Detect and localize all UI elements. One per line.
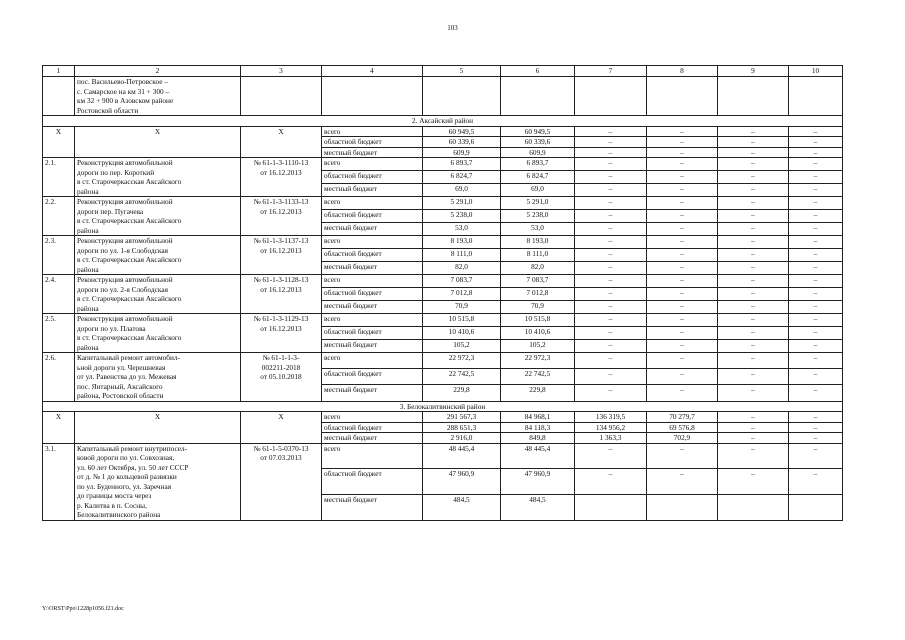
funding-source-cell: местный бюджет: [322, 340, 423, 353]
amount-cell: –: [789, 443, 843, 469]
amount-cell: –: [718, 353, 789, 369]
empty-cell: [241, 77, 322, 116]
amount-cell: 10 410,6: [423, 327, 501, 340]
amount-cell: 5 291,0: [423, 197, 501, 210]
amount-cell: –: [575, 126, 647, 137]
amount-cell: –: [789, 197, 843, 210]
amount-cell: –: [789, 262, 843, 275]
budget-table: [42, 65, 843, 521]
amount-cell: 69 576,8: [647, 422, 718, 433]
amount-cell: [575, 494, 647, 520]
amount-cell: 82,0: [501, 262, 575, 275]
amount-cell: –: [789, 412, 843, 423]
amount-cell: 2 916,0: [423, 433, 501, 444]
amount-cell: –: [789, 340, 843, 353]
amount-cell: 10 515,8: [501, 314, 575, 327]
amount-cell: –: [718, 210, 789, 223]
amount-cell: 484,5: [423, 494, 501, 520]
amount-cell: –: [647, 327, 718, 340]
column-header: 10: [789, 66, 843, 77]
document-cell: Х: [241, 412, 322, 444]
amount-cell: –: [647, 137, 718, 148]
amount-cell: –: [575, 327, 647, 340]
funding-source-cell: областной бюджет: [322, 369, 423, 385]
amount-cell: 10 515,8: [423, 314, 501, 327]
amount-cell: 7 012,8: [501, 288, 575, 301]
object-name-cell: Капитальный ремонт автомобил- ьной дороги ул. Черешневая от ул. Равенства до ул. Межевая пос. Янтарный, Аксайского района, Ростовской области: [75, 353, 241, 402]
amount-cell: –: [575, 236, 647, 249]
document-cell: № 61-1-3-1137-13 от 16.12.2013: [241, 236, 322, 275]
empty-cell: [322, 77, 423, 116]
funding-source-cell: всего: [322, 412, 423, 423]
column-header: 2: [75, 66, 241, 77]
amount-cell: –: [647, 369, 718, 385]
object-name-cell: Реконструкция автомобильной дороги по ул. 2-я Слободская в ст. Старочеркасская Аксайского района: [75, 275, 241, 314]
amount-cell: –: [575, 385, 647, 401]
amount-cell: –: [647, 223, 718, 236]
amount-cell: 47 960,9: [423, 469, 501, 495]
amount-cell: –: [647, 301, 718, 314]
amount-cell: 1 363,3: [575, 433, 647, 444]
amount-cell: 6 824,7: [423, 171, 501, 184]
item-number-cell: 2.2.: [43, 197, 75, 236]
column-header: 1: [43, 66, 75, 77]
amount-cell: 484,5: [501, 494, 575, 520]
column-header: 9: [718, 66, 789, 77]
empty-cell: [718, 77, 789, 116]
column-header: 4: [322, 66, 423, 77]
amount-cell: 136 319,5: [575, 412, 647, 423]
document-cell: Х: [241, 126, 322, 158]
object-name-cell: Реконструкция автомобильной дороги по ул. 1-я Слободская в ст. Старочеркасская Аксайского района: [75, 236, 241, 275]
amount-cell: –: [718, 249, 789, 262]
column-header: 3: [241, 66, 322, 77]
amount-cell: –: [789, 210, 843, 223]
amount-cell: 288 651,3: [423, 422, 501, 433]
amount-cell: 6 893,7: [423, 158, 501, 171]
amount-cell: –: [789, 353, 843, 369]
amount-cell: –: [575, 314, 647, 327]
amount-cell: 22 972,3: [501, 353, 575, 369]
funding-source-cell: всего: [322, 197, 423, 210]
amount-cell: 5 238,0: [501, 210, 575, 223]
amount-cell: 70,9: [423, 301, 501, 314]
amount-cell: –: [575, 301, 647, 314]
item-row: [43, 314, 843, 327]
amount-cell: –: [647, 443, 718, 469]
amount-cell: 702,9: [647, 433, 718, 444]
amount-cell: 84 968,1: [501, 412, 575, 423]
object-name-cell: Реконструкция автомобильной дороги пер. Пугачева в ст. Старочеркасская Аксайского района: [75, 197, 241, 236]
amount-cell: –: [718, 275, 789, 288]
amount-cell: –: [789, 223, 843, 236]
document-cell: № 61-1-3-1133-13 от 16.12.2013: [241, 197, 322, 236]
amount-cell: –: [789, 171, 843, 184]
amount-cell: 134 956,2: [575, 422, 647, 433]
amount-cell: –: [718, 443, 789, 469]
object-name-cell: Капитальный ремонт внутрипосел- ковой дороги по ул. Совхозная, ул. 60 лет Октября, ул. 50 лет СССР от д. № 1 до кольцевой развязки по ул. Буденного, ул. Заречная до границы моста через р. Калитва в п. Сосны, Белокалитвинского района: [75, 443, 241, 520]
amount-cell: 609,9: [501, 147, 575, 158]
column-header: 8: [647, 66, 718, 77]
funding-source-cell: областной бюджет: [322, 288, 423, 301]
amount-cell: –: [575, 197, 647, 210]
amount-cell: 8 193,0: [501, 236, 575, 249]
item-row: [43, 197, 843, 210]
item-number-cell: 2.5.: [43, 314, 75, 353]
empty-cell: [789, 77, 843, 116]
amount-cell: 5 291,0: [501, 197, 575, 210]
amount-cell: –: [789, 184, 843, 197]
amount-cell: –: [718, 469, 789, 495]
table-body: [43, 66, 843, 521]
funding-source-cell: местный бюджет: [322, 494, 423, 520]
amount-cell: –: [647, 236, 718, 249]
section-title: 3. Белокалитвинский район: [43, 401, 843, 412]
section-heading-row: [43, 116, 843, 127]
amount-cell: –: [575, 443, 647, 469]
amount-cell: –: [575, 369, 647, 385]
amount-cell: –: [718, 262, 789, 275]
amount-cell: –: [575, 275, 647, 288]
funding-source-cell: местный бюджет: [322, 147, 423, 158]
amount-cell: 105,2: [501, 340, 575, 353]
amount-cell: –: [575, 158, 647, 171]
amount-cell: –: [647, 385, 718, 401]
funding-source-cell: местный бюджет: [322, 262, 423, 275]
funding-source-cell: местный бюджет: [322, 385, 423, 401]
funding-source-cell: всего: [322, 353, 423, 369]
amount-cell: –: [718, 184, 789, 197]
document-cell: № 61-1-3-1129-13 от 16.12.2013: [241, 314, 322, 353]
item-row: [43, 353, 843, 369]
num-cell: Х: [43, 412, 75, 444]
amount-cell: 7 083,7: [501, 275, 575, 288]
funding-source-cell: всего: [322, 275, 423, 288]
empty-cell: [647, 77, 718, 116]
amount-cell: 229,8: [423, 385, 501, 401]
amount-cell: 69,0: [501, 184, 575, 197]
amount-cell: –: [718, 301, 789, 314]
funding-source-cell: всего: [322, 314, 423, 327]
amount-cell: –: [647, 158, 718, 171]
section-title: 2. Аксайский район: [43, 116, 843, 127]
amount-cell: –: [718, 223, 789, 236]
object-name-cell: Реконструкция автомобильной дороги по ул. Платова в ст. Старочеркасская Аксайского района: [75, 314, 241, 353]
amount-cell: –: [647, 469, 718, 495]
empty-cell: [423, 77, 501, 116]
amount-cell: –: [789, 369, 843, 385]
amount-cell: 7 083,7: [423, 275, 501, 288]
amount-cell: –: [718, 369, 789, 385]
amount-cell: –: [789, 327, 843, 340]
amount-cell: 60 339,6: [423, 137, 501, 148]
amount-cell: 7 012,8: [423, 288, 501, 301]
amount-cell: –: [789, 433, 843, 444]
amount-cell: –: [647, 340, 718, 353]
num-cell: Х: [43, 126, 75, 158]
object-name-cell: Х: [75, 126, 241, 158]
column-header: 6: [501, 66, 575, 77]
item-number-cell: 2.3.: [43, 236, 75, 275]
amount-cell: –: [647, 147, 718, 158]
amount-cell: –: [647, 184, 718, 197]
object-name-cell: Х: [75, 412, 241, 444]
amount-cell: 60 949,5: [423, 126, 501, 137]
document-cell: № 61-1-1-3- 002211-2018 от 05.10.2018: [241, 353, 322, 402]
amount-cell: –: [647, 197, 718, 210]
amount-cell: –: [718, 171, 789, 184]
amount-cell: [789, 494, 843, 520]
funding-source-cell: областной бюджет: [322, 327, 423, 340]
amount-cell: 6 824,7: [501, 171, 575, 184]
amount-cell: 53,0: [501, 223, 575, 236]
amount-cell: –: [789, 469, 843, 495]
object-name-cell: Реконструкция автомобильной дороги по пер. Короткий в ст. Старочеркасская Аксайского района: [75, 158, 241, 197]
amount-cell: –: [789, 288, 843, 301]
amount-cell: 70,9: [501, 301, 575, 314]
funding-source-cell: областной бюджет: [322, 422, 423, 433]
amount-cell: –: [647, 126, 718, 137]
amount-cell: –: [718, 236, 789, 249]
funding-source-cell: местный бюджет: [322, 301, 423, 314]
amount-cell: 8 193,0: [423, 236, 501, 249]
amount-cell: –: [575, 137, 647, 148]
amount-cell: –: [789, 147, 843, 158]
continuation-row: [43, 77, 843, 116]
amount-cell: –: [718, 433, 789, 444]
amount-cell: 5 238,0: [423, 210, 501, 223]
amount-cell: –: [575, 223, 647, 236]
amount-cell: –: [718, 197, 789, 210]
amount-cell: –: [718, 412, 789, 423]
amount-cell: 70 279,7: [647, 412, 718, 423]
amount-cell: –: [575, 340, 647, 353]
footer-file-path: Y:\ORST\Ppo\1228p1056.f21.doc: [42, 606, 124, 612]
amount-cell: –: [575, 249, 647, 262]
header-row: [43, 66, 843, 77]
amount-cell: –: [718, 314, 789, 327]
amount-cell: –: [718, 422, 789, 433]
item-row: [43, 275, 843, 288]
amount-cell: –: [718, 340, 789, 353]
amount-cell: –: [789, 137, 843, 148]
amount-cell: –: [789, 236, 843, 249]
amount-cell: 291 567,3: [423, 412, 501, 423]
item-number-cell: 2.1.: [43, 158, 75, 197]
funding-source-cell: областной бюджет: [322, 171, 423, 184]
amount-cell: –: [789, 126, 843, 137]
amount-cell: –: [647, 275, 718, 288]
amount-cell: –: [575, 171, 647, 184]
column-header: 5: [423, 66, 501, 77]
amount-cell: –: [647, 210, 718, 223]
amount-cell: –: [789, 385, 843, 401]
item-row: [43, 158, 843, 171]
amount-cell: –: [718, 137, 789, 148]
amount-cell: –: [718, 158, 789, 171]
amount-cell: 609,9: [423, 147, 501, 158]
num-cell: [43, 77, 75, 116]
item-row: [43, 443, 843, 469]
object-name-cell: пос. Васильево-Петровское – с. Самарское на км 31 + 300 – км 32 + 900 в Азовском районе Ростовской области: [75, 77, 241, 116]
funding-source-cell: областной бюджет: [322, 469, 423, 495]
amount-cell: –: [718, 385, 789, 401]
item-number-cell: 2.4.: [43, 275, 75, 314]
amount-cell: –: [575, 353, 647, 369]
amount-cell: 84 118,3: [501, 422, 575, 433]
amount-cell: –: [789, 249, 843, 262]
amount-cell: –: [647, 249, 718, 262]
amount-cell: –: [718, 327, 789, 340]
amount-cell: –: [789, 422, 843, 433]
amount-cell: 48 445,4: [423, 443, 501, 469]
document-cell: № 61-1-3-1110-13 от 16.12.2013: [241, 158, 322, 197]
amount-cell: –: [647, 314, 718, 327]
amount-cell: –: [789, 158, 843, 171]
amount-cell: 22 742,5: [423, 369, 501, 385]
column-header: 7: [575, 66, 647, 77]
amount-cell: –: [575, 184, 647, 197]
amount-cell: –: [575, 147, 647, 158]
amount-cell: –: [718, 126, 789, 137]
amount-cell: –: [789, 314, 843, 327]
amount-cell: 53,0: [423, 223, 501, 236]
item-number-cell: 3.1.: [43, 443, 75, 520]
funding-source-cell: всего: [322, 443, 423, 469]
amount-cell: –: [789, 275, 843, 288]
amount-cell: 849,8: [501, 433, 575, 444]
amount-cell: 229,8: [501, 385, 575, 401]
amount-cell: 69,0: [423, 184, 501, 197]
amount-cell: 22 972,3: [423, 353, 501, 369]
amount-cell: –: [647, 353, 718, 369]
amount-cell: –: [647, 171, 718, 184]
amount-cell: –: [575, 210, 647, 223]
amount-cell: 105,2: [423, 340, 501, 353]
amount-cell: 47 960,9: [501, 469, 575, 495]
amount-cell: 60 339,6: [501, 137, 575, 148]
amount-cell: –: [575, 262, 647, 275]
funding-source-cell: областной бюджет: [322, 137, 423, 148]
document-cell: № 61-1-5-0370-13 от 07.03.2013: [241, 443, 322, 520]
amount-cell: 48 445,4: [501, 443, 575, 469]
section-total-row: [43, 126, 843, 137]
document-cell: № 61-1-3-1128-13 от 16.12.2013: [241, 275, 322, 314]
amount-cell: 8 111,0: [423, 249, 501, 262]
amount-cell: –: [789, 301, 843, 314]
amount-cell: –: [575, 469, 647, 495]
amount-cell: 10 410,6: [501, 327, 575, 340]
amount-cell: 82,0: [423, 262, 501, 275]
amount-cell: –: [575, 288, 647, 301]
amount-cell: 6 893,7: [501, 158, 575, 171]
amount-cell: –: [718, 288, 789, 301]
empty-cell: [575, 77, 647, 116]
funding-source-cell: местный бюджет: [322, 184, 423, 197]
empty-cell: [501, 77, 575, 116]
funding-source-cell: всего: [322, 236, 423, 249]
amount-cell: –: [647, 288, 718, 301]
funding-source-cell: всего: [322, 158, 423, 171]
funding-source-cell: областной бюджет: [322, 210, 423, 223]
funding-source-cell: областной бюджет: [322, 249, 423, 262]
funding-source-cell: всего: [322, 126, 423, 137]
amount-cell: [647, 494, 718, 520]
amount-cell: 8 111,0: [501, 249, 575, 262]
item-row: [43, 236, 843, 249]
page-number: 103: [447, 24, 458, 32]
funding-source-cell: местный бюджет: [322, 433, 423, 444]
section-heading-row: [43, 401, 843, 412]
amount-cell: 22 742,5: [501, 369, 575, 385]
section-total-row: [43, 412, 843, 423]
amount-cell: [718, 494, 789, 520]
item-number-cell: 2.6.: [43, 353, 75, 402]
amount-cell: –: [647, 262, 718, 275]
amount-cell: –: [718, 147, 789, 158]
funding-source-cell: местный бюджет: [322, 223, 423, 236]
amount-cell: 60 949,5: [501, 126, 575, 137]
